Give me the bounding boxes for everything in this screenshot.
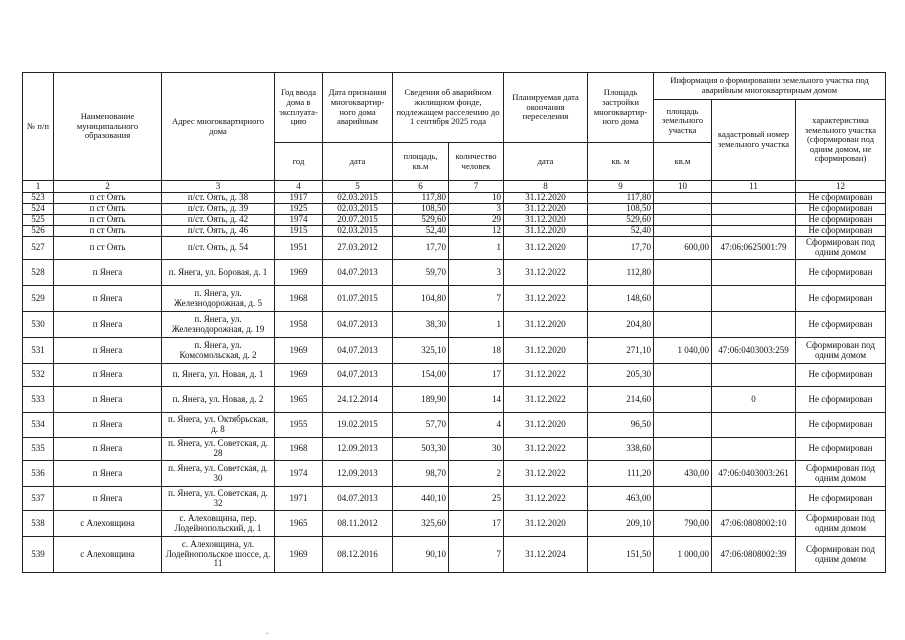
cell-date: 08.12.2016 <box>323 537 393 573</box>
cell-mun: п Янега <box>54 461 162 487</box>
cell-area: 104,80 <box>393 286 449 312</box>
cell-build: 96,50 <box>588 413 654 438</box>
cell-year: 1915 <box>275 226 323 237</box>
cell-mun: п ст Оять <box>54 215 162 226</box>
cell-char: Не сформирован <box>796 260 886 286</box>
cell-year: 1955 <box>275 413 323 438</box>
table-row <box>23 511 886 537</box>
cell-cad: 47:06:0403003:261 <box>712 461 796 487</box>
cell-year: 1965 <box>275 511 323 537</box>
cell-land <box>654 364 712 387</box>
cell-area: 325,10 <box>393 338 449 364</box>
cell-n: 532 <box>23 364 54 387</box>
cell-mun: п Янега <box>54 338 162 364</box>
cell-build: 112,80 <box>588 260 654 286</box>
col-number: 4 <box>275 181 323 193</box>
emergency-housing-table <box>22 72 886 573</box>
cell-char: Не сформирован <box>796 487 886 511</box>
col-number: 12 <box>796 181 886 193</box>
cell-plan: 31.12.2020 <box>504 215 588 226</box>
cell-addr: п. Янега, ул. Новая, д. 1 <box>162 364 275 387</box>
cell-plan: 31.12.2022 <box>504 487 588 511</box>
cell-addr: п. Янега, ул. Железнодорожная, д. 19 <box>162 312 275 338</box>
cell-land: 1 000,00 <box>654 537 712 573</box>
cell-land <box>654 413 712 438</box>
col-number: 9 <box>588 181 654 193</box>
cell-land <box>654 193 712 204</box>
cell-people: 7 <box>449 286 504 312</box>
cell-n: 537 <box>23 487 54 511</box>
col-number: 5 <box>323 181 393 193</box>
cell-plan: 31.12.2022 <box>504 438 588 461</box>
cell-char: Сформирован под одним домом <box>796 237 886 260</box>
cell-date: 24.12.2014 <box>323 387 393 413</box>
cell-addr: п. Янега, ул. Железнодорожная, д. 5 <box>162 286 275 312</box>
cell-char: Не сформирован <box>796 286 886 312</box>
cell-n: 539 <box>23 537 54 573</box>
cell-n: 535 <box>23 438 54 461</box>
cell-build: 214,60 <box>588 387 654 413</box>
cell-char: Не сформирован <box>796 413 886 438</box>
table-body <box>23 193 886 573</box>
footer-mark: . <box>266 626 269 636</box>
cell-date: 04.07.2013 <box>323 312 393 338</box>
cell-land <box>654 438 712 461</box>
table-row <box>23 364 886 387</box>
cell-n: 533 <box>23 387 54 413</box>
cell-people: 3 <box>449 260 504 286</box>
header-cadastral: кадастровый номер земельного участка <box>712 100 796 181</box>
cell-area: 38,30 <box>393 312 449 338</box>
unit-people: количество человек <box>449 143 504 181</box>
cell-people: 3 <box>449 204 504 215</box>
cell-char: Сформирован под одним домом <box>796 338 886 364</box>
cell-mun: п ст Оять <box>54 237 162 260</box>
cell-cad <box>712 438 796 461</box>
cell-year: 1925 <box>275 204 323 215</box>
cell-char: Не сформирован <box>796 438 886 461</box>
cell-mun: с Алеховщина <box>54 537 162 573</box>
cell-mun: п Янега <box>54 387 162 413</box>
cell-date: 04.07.2013 <box>323 487 393 511</box>
cell-addr: п/ст. Оять, д. 46 <box>162 226 275 237</box>
header-land-area: площадь земельного участка <box>654 100 712 143</box>
cell-char: Не сформирован <box>796 364 886 387</box>
cell-cad: 47:06:0625001:79 <box>712 237 796 260</box>
cell-plan: 31.12.2022 <box>504 364 588 387</box>
cell-people: 12 <box>449 226 504 237</box>
table-row <box>23 193 886 204</box>
cell-year: 1974 <box>275 461 323 487</box>
header-row-1 <box>23 73 886 100</box>
col-number: 7 <box>449 181 504 193</box>
cell-mun: п ст Оять <box>54 226 162 237</box>
cell-land <box>654 387 712 413</box>
cell-cad: 47:06:0403003:259 <box>712 338 796 364</box>
cell-plan: 31.12.2020 <box>504 204 588 215</box>
cell-land <box>654 260 712 286</box>
table-row <box>23 413 886 438</box>
cell-date: 12.09.2013 <box>323 461 393 487</box>
cell-people: 4 <box>449 413 504 438</box>
cell-plan: 31.12.2020 <box>504 511 588 537</box>
cell-cad: 0 <box>712 387 796 413</box>
header-municipality: Наименование муниципального образования <box>54 73 162 181</box>
col-number: 2 <box>54 181 162 193</box>
cell-mun: п ст Оять <box>54 204 162 215</box>
cell-addr: п/ст. Оять, д. 42 <box>162 215 275 226</box>
cell-build: 271,10 <box>588 338 654 364</box>
unit-sqm: кв. м <box>588 143 654 181</box>
cell-char: Не сформирован <box>796 387 886 413</box>
cell-addr: п. Янега, ул. Октябрьская, д. 8 <box>162 413 275 438</box>
cell-addr: п. Янега, ул. Советская, д. 32 <box>162 487 275 511</box>
cell-area: 325,60 <box>393 511 449 537</box>
cell-build: 463,00 <box>588 487 654 511</box>
cell-build: 338,60 <box>588 438 654 461</box>
cell-date: 01.07.2015 <box>323 286 393 312</box>
col-number: 8 <box>504 181 588 193</box>
cell-land: 1 040,00 <box>654 338 712 364</box>
cell-year: 1965 <box>275 387 323 413</box>
cell-addr: п/ст. Оять, д. 38 <box>162 193 275 204</box>
cell-mun: п Янега <box>54 260 162 286</box>
cell-build: 204,80 <box>588 312 654 338</box>
cell-mun: с Алеховщина <box>54 511 162 537</box>
cell-addr: с. Алеховщина, пер. Лодейнопольский, д. 1 <box>162 511 275 537</box>
cell-land: 600,00 <box>654 237 712 260</box>
cell-area: 154,00 <box>393 364 449 387</box>
cell-mun: п Янега <box>54 487 162 511</box>
cell-plan: 31.12.2022 <box>504 387 588 413</box>
cell-char: Сформирован под одним домом <box>796 461 886 487</box>
cell-date: 27.03.2012 <box>323 237 393 260</box>
cell-n: 524 <box>23 204 54 215</box>
header-land-char: характеристика земельного участка (сформирован под одним домом, не сформирован) <box>796 100 886 181</box>
col-number: 11 <box>712 181 796 193</box>
cell-char: Сформирован под одним домом <box>796 511 886 537</box>
header-building-area: Площадь застройки многоквартир- ного дома <box>588 73 654 143</box>
cell-addr: п/ст. Оять, д. 39 <box>162 204 275 215</box>
cell-plan: 31.12.2020 <box>504 237 588 260</box>
cell-land <box>654 226 712 237</box>
cell-cad <box>712 204 796 215</box>
header-land-info: Информация о формировании земельного участка под аварийным многоквартирным домом <box>654 73 886 100</box>
cell-area: 90,10 <box>393 537 449 573</box>
header-emergency-info: Сведения об аварийном жилищном фонде, подлежащем расселению до 1 сентября 2025 года <box>393 73 504 143</box>
cell-plan: 31.12.2022 <box>504 461 588 487</box>
cell-build: 52,40 <box>588 226 654 237</box>
cell-people: 25 <box>449 487 504 511</box>
cell-area: 108,50 <box>393 204 449 215</box>
cell-area: 59,70 <box>393 260 449 286</box>
header-emergency-date: Дата признания многоквартир- ного дома аварийным <box>323 73 393 143</box>
unit-date2: дата <box>504 143 588 181</box>
cell-addr: п. Янега, ул. Советская, д. 28 <box>162 438 275 461</box>
header-year-built: Год ввода дома в эксплуата- цию <box>275 73 323 143</box>
cell-people: 29 <box>449 215 504 226</box>
cell-build: 151,50 <box>588 537 654 573</box>
cell-mun: п Янега <box>54 438 162 461</box>
cell-area: 52,40 <box>393 226 449 237</box>
col-number: 6 <box>393 181 449 193</box>
cell-date: 04.07.2013 <box>323 260 393 286</box>
cell-people: 2 <box>449 461 504 487</box>
cell-plan: 31.12.2020 <box>504 226 588 237</box>
cell-land <box>654 487 712 511</box>
cell-land <box>654 204 712 215</box>
cell-addr: п. Янега, ул. Новая, д. 2 <box>162 387 275 413</box>
cell-land <box>654 286 712 312</box>
cell-area: 57,70 <box>393 413 449 438</box>
cell-land <box>654 215 712 226</box>
table-row <box>23 387 886 413</box>
cell-cad <box>712 226 796 237</box>
cell-area: 189,90 <box>393 387 449 413</box>
cell-people: 1 <box>449 237 504 260</box>
cell-addr: п. Янега, ул. Советская, д. 30 <box>162 461 275 487</box>
cell-year: 1971 <box>275 487 323 511</box>
cell-n: 538 <box>23 511 54 537</box>
cell-year: 1951 <box>275 237 323 260</box>
cell-build: 111,20 <box>588 461 654 487</box>
table-row <box>23 438 886 461</box>
cell-n: 534 <box>23 413 54 438</box>
table-row <box>23 286 886 312</box>
cell-area: 503,30 <box>393 438 449 461</box>
cell-people: 1 <box>449 312 504 338</box>
cell-char: Не сформирован <box>796 193 886 204</box>
cell-cad <box>712 413 796 438</box>
unit-area: площадь, кв.м <box>393 143 449 181</box>
cell-plan: 31.12.2022 <box>504 260 588 286</box>
cell-cad <box>712 312 796 338</box>
cell-n: 531 <box>23 338 54 364</box>
cell-date: 02.03.2015 <box>323 226 393 237</box>
table-row <box>23 312 886 338</box>
cell-area: 117,80 <box>393 193 449 204</box>
cell-n: 530 <box>23 312 54 338</box>
cell-char: Не сформирован <box>796 226 886 237</box>
cell-build: 148,60 <box>588 286 654 312</box>
cell-people: 14 <box>449 387 504 413</box>
cell-plan: 31.12.2020 <box>504 312 588 338</box>
cell-land: 430,00 <box>654 461 712 487</box>
cell-build: 205,30 <box>588 364 654 387</box>
cell-build: 108,50 <box>588 204 654 215</box>
col-number: 3 <box>162 181 275 193</box>
cell-land <box>654 312 712 338</box>
table-row <box>23 204 886 215</box>
cell-addr: п/ст. Оять, д. 54 <box>162 237 275 260</box>
cell-addr: с. Алеховщина, ул. Лодейнопольское шоссе, д. 11 <box>162 537 275 573</box>
cell-mun: п ст Оять <box>54 193 162 204</box>
cell-year: 1958 <box>275 312 323 338</box>
unit-sqm2: кв.м <box>654 143 712 181</box>
cell-area: 17,70 <box>393 237 449 260</box>
cell-people: 30 <box>449 438 504 461</box>
cell-year: 1968 <box>275 438 323 461</box>
table-row <box>23 237 886 260</box>
col-number: 1 <box>23 181 54 193</box>
cell-date: 12.09.2013 <box>323 438 393 461</box>
cell-n: 523 <box>23 193 54 204</box>
cell-n: 536 <box>23 461 54 487</box>
cell-people: 18 <box>449 338 504 364</box>
cell-area: 529,60 <box>393 215 449 226</box>
cell-year: 1974 <box>275 215 323 226</box>
cell-area: 98,70 <box>393 461 449 487</box>
cell-year: 1969 <box>275 260 323 286</box>
cell-plan: 31.12.2024 <box>504 537 588 573</box>
cell-year: 1969 <box>275 364 323 387</box>
cell-mun: п Янега <box>54 286 162 312</box>
cell-char: Не сформирован <box>796 312 886 338</box>
cell-char: Сформирован под одним домом <box>796 537 886 573</box>
cell-year: 1917 <box>275 193 323 204</box>
cell-people: 10 <box>449 193 504 204</box>
cell-cad: 47:06:0808002:39 <box>712 537 796 573</box>
cell-area: 440,10 <box>393 487 449 511</box>
cell-build: 17,70 <box>588 237 654 260</box>
cell-cad <box>712 215 796 226</box>
header-planned-date: Планируемая дата окончания переселения <box>504 73 588 143</box>
cell-n: 527 <box>23 237 54 260</box>
cell-build: 117,80 <box>588 193 654 204</box>
cell-date: 04.07.2013 <box>323 338 393 364</box>
cell-cad <box>712 286 796 312</box>
cell-cad <box>712 364 796 387</box>
unit-year: год <box>275 143 323 181</box>
column-number-row <box>23 181 886 193</box>
cell-build: 529,60 <box>588 215 654 226</box>
cell-cad <box>712 193 796 204</box>
cell-people: 17 <box>449 364 504 387</box>
cell-date: 02.03.2015 <box>323 204 393 215</box>
cell-date: 04.07.2013 <box>323 364 393 387</box>
table-row <box>23 260 886 286</box>
table-row <box>23 487 886 511</box>
cell-year: 1969 <box>275 338 323 364</box>
table-row <box>23 215 886 226</box>
cell-plan: 31.12.2020 <box>504 413 588 438</box>
cell-cad: 47:06:0808002:10 <box>712 511 796 537</box>
unit-date: дата <box>323 143 393 181</box>
header-address: Адрес многоквартирного дома <box>162 73 275 181</box>
cell-n: 525 <box>23 215 54 226</box>
cell-addr: п. Янега, ул. Комсомольская, д. 2 <box>162 338 275 364</box>
cell-plan: 31.12.2020 <box>504 193 588 204</box>
cell-plan: 31.12.2020 <box>504 338 588 364</box>
cell-addr: п. Янега, ул. Боровая, д. 1 <box>162 260 275 286</box>
cell-n: 529 <box>23 286 54 312</box>
cell-build: 209,10 <box>588 511 654 537</box>
cell-n: 526 <box>23 226 54 237</box>
cell-year: 1969 <box>275 537 323 573</box>
table-row <box>23 226 886 237</box>
header-num: № п/п <box>23 73 54 181</box>
cell-people: 7 <box>449 537 504 573</box>
cell-date: 02.03.2015 <box>323 193 393 204</box>
cell-plan: 31.12.2022 <box>504 286 588 312</box>
cell-people: 17 <box>449 511 504 537</box>
cell-n: 528 <box>23 260 54 286</box>
table-row <box>23 537 886 573</box>
cell-year: 1968 <box>275 286 323 312</box>
cell-char: Не сформирован <box>796 204 886 215</box>
cell-date: 20.07.2015 <box>323 215 393 226</box>
cell-date: 19.02.2015 <box>323 413 393 438</box>
cell-cad <box>712 487 796 511</box>
cell-date: 08.11.2012 <box>323 511 393 537</box>
cell-mun: п Янега <box>54 312 162 338</box>
cell-char: Не сформирован <box>796 215 886 226</box>
cell-land: 790,00 <box>654 511 712 537</box>
table-row <box>23 338 886 364</box>
cell-cad <box>712 260 796 286</box>
cell-mun: п Янега <box>54 364 162 387</box>
col-number: 10 <box>654 181 712 193</box>
table-row <box>23 461 886 487</box>
cell-mun: п Янега <box>54 413 162 438</box>
